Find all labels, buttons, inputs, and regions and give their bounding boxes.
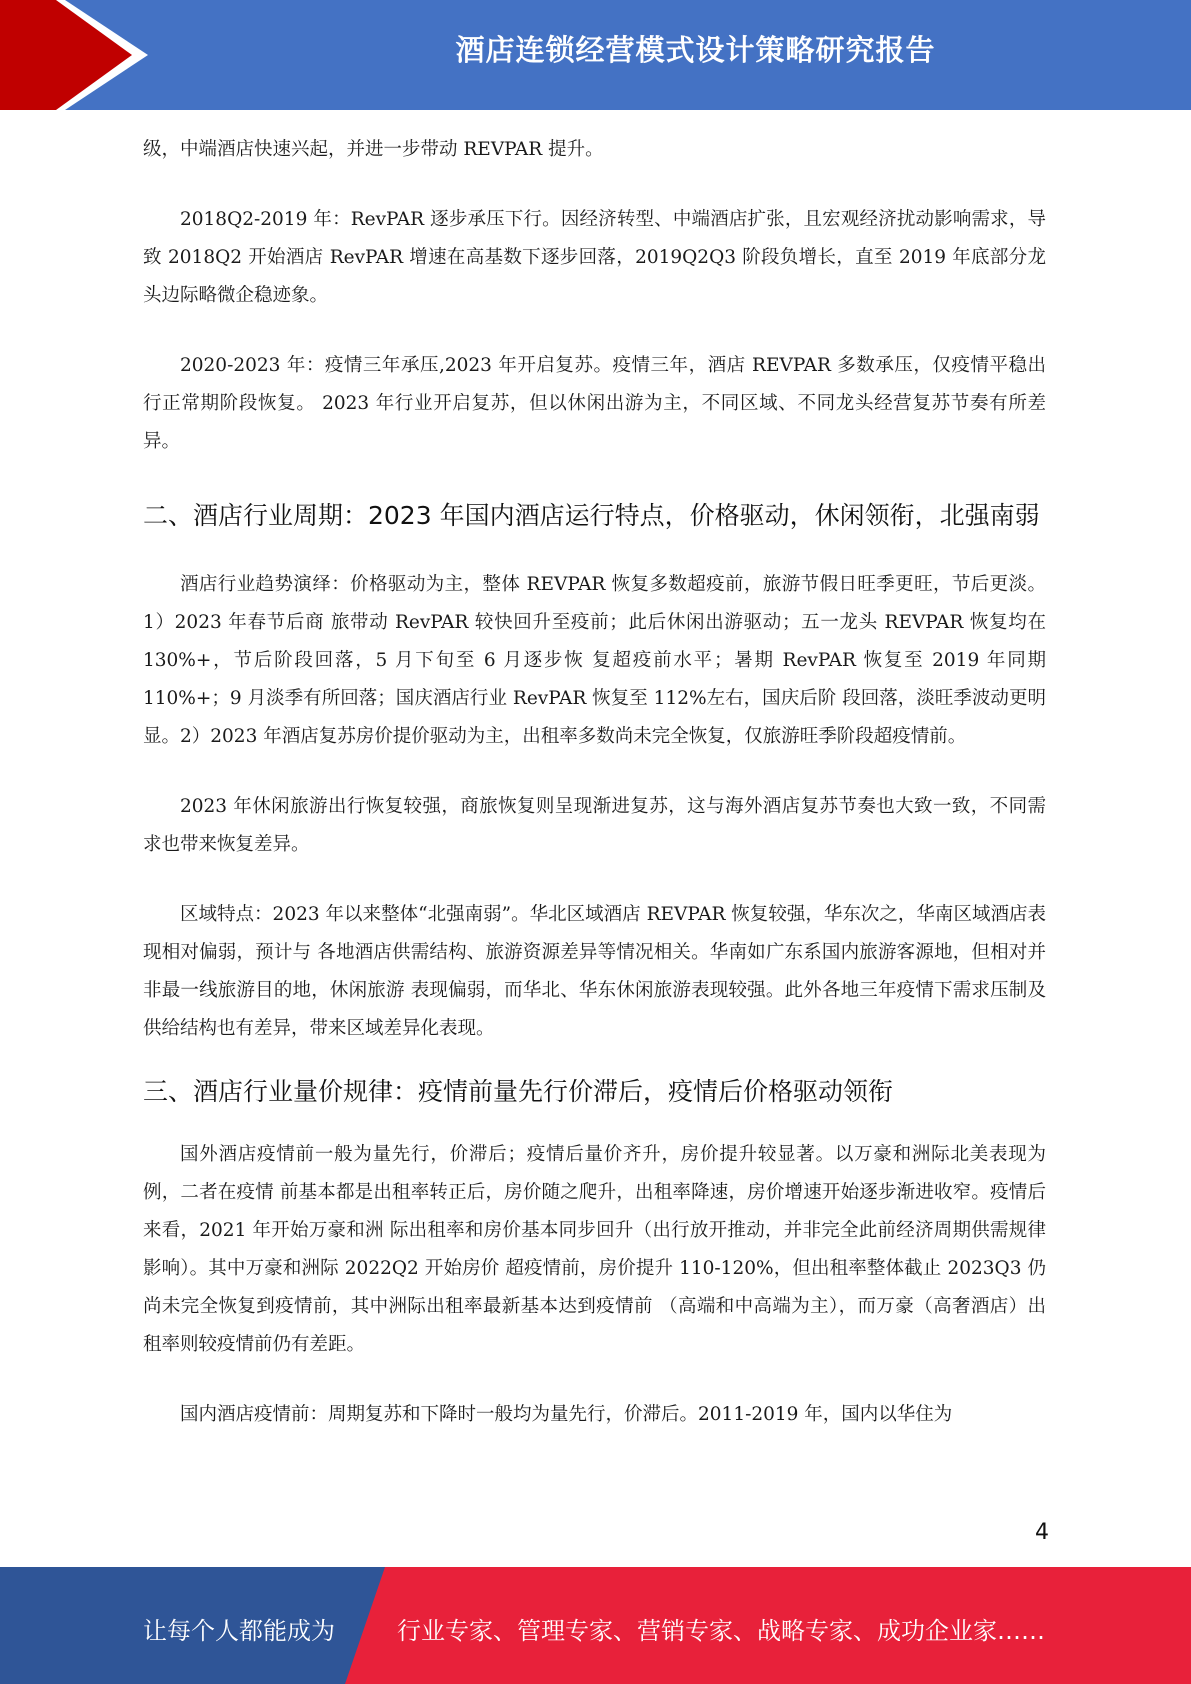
paragraph: 2020-2023 年：疫情三年承压,2023 年开启复苏。疫情三年，酒店 REVPAR 多数承压，仅疫情平稳出行正常期阶段恢复。 2023 年行业开启复苏，但以休闲出游为主，不同区域、不同龙头经营复苏节奏有所差异。 xyxy=(143,355,1046,452)
red-chevron-decoration xyxy=(0,0,150,110)
page-header xyxy=(0,0,1191,110)
footer-slogan-right: 行业专家、管理专家、营销专家、战略专家、成功企业家…… xyxy=(397,1617,1045,1645)
paragraph: 2023 年休闲旅游出行恢复较强，商旅恢复则呈现渐进复苏，这与海外酒店复苏节奏也大致一致，不同需求也带来恢复差异。 xyxy=(143,796,1046,855)
report-title: 酒店连锁经营模式设计策略研究报告 xyxy=(455,33,936,67)
section-heading: 二、酒店行业周期：2023 年国内酒店运行特点，价格驱动，休闲领衔，北强南弱 xyxy=(143,501,1040,530)
footer-slogan-left: 让每个人都能成为 xyxy=(143,1617,335,1645)
paragraph: 2018Q2-2019 年：RevPAR 逐步承压下行。因经济转型、中端酒店扩张，且宏观经济扰动影响需求，导致 2018Q2 开始酒店 RevPAR 增速在高基数下逐步回落，2019Q2Q3 阶段负增长，直至 2019 年底部分龙头边际略微企稳迹象。 xyxy=(143,209,1046,306)
paragraph: 国外酒店疫情前一般为量先行，价滞后；疫情后量价齐升，房价提升较显著。以万豪和洲际北美表现为例，二者在疫情 前基本都是出租率转正后，房价随之爬升，出租率降速，房价增速开始逐步渐进收窄。疫情后来看，2021 年开始万豪和洲 际出租率和房价基本同步回升（出行放开推动，并非完全此前经济周期供需规律影响）。其中万豪和洲际 2022Q2 开始房价 超疫情前，房价提升 110-120%，但出租率整体截止 2023Q3 仍尚未完全恢复到疫情前，其中洲际出租率最新基本达到疫情前 （高端和中高端为主），而万豪（高奢酒店）出租率则较疫情前仍有差距。 xyxy=(143,1144,1046,1355)
page-number: 4 xyxy=(1035,1520,1049,1545)
paragraph: 级，中端酒店快速兴起，并进一步带动 REVPAR 提升。 xyxy=(143,139,604,160)
paragraph: 区域特点：2023 年以来整体“北强南弱”。华北区域酒店 REVPAR 恢复较强，华东次之，华南区域酒店表现相对偏弱，预计与 各地酒店供需结构、旅游资源差异等情况相关。华南如广东系国内旅游客源地，但相对并非最一线旅游目的地，休闲旅游 表现偏弱，而华北、华东休闲旅游表现较强。此外各地三年疫情下需求压制及供给结构也有差异，带来区域差异化表现。 xyxy=(143,904,1046,1039)
paragraph: 酒店行业趋势演绎：价格驱动为主，整体 REVPAR 恢复多数超疫前，旅游节假日旺季更旺，节后更淡。1）2023 年春节后商 旅带动 RevPAR 较快回升至疫前；此后休闲出游驱动；五一龙头 REVPAR 恢复均在 130%+，节后阶段回落，5 月下旬至 6 月逐步恢 复超疫前水平；暑期 RevPAR 恢复至 2019 年同期 110%+；9 月淡季有所回落；国庆酒店行业 RevPAR 恢复至 112%左右，国庆后阶 段回落，淡旺季波动更明显。2）2023 年酒店复苏房价提价驱动为主，出租率多数尚未完全恢复，仅旅游旺季阶段超疫情前。 xyxy=(143,574,1046,747)
document-body xyxy=(143,131,1046,1434)
section-heading: 三、酒店行业量价规律：疫情前量先行价滞后，疫情后价格驱动领衔 xyxy=(143,1077,894,1106)
paragraph: 国内酒店疫情前：周期复苏和下降时一般均为量先行，价滞后。2011-2019 年，国内以华住为 xyxy=(180,1404,953,1425)
page-footer xyxy=(0,1567,1191,1684)
